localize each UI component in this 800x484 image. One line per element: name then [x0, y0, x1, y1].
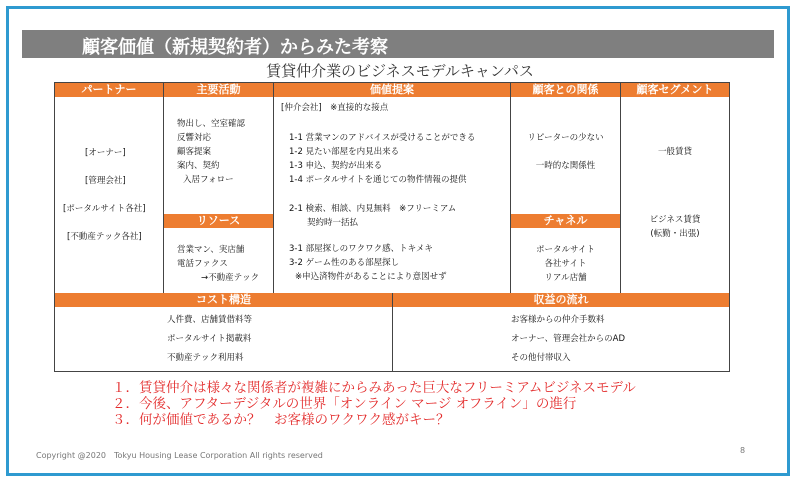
copyright-notice: Copyright @2020 Tokyu Housing Lease Corporation All rights reserved	[36, 451, 323, 460]
value-line: 3-1 部屋探しのワクワク感、トキメキ	[289, 244, 433, 254]
revenue-header: 収益の流れ	[393, 293, 729, 307]
key-takeaways	[112, 380, 636, 428]
relationship-item: 一時的な関係性	[535, 161, 596, 171]
activities-header: 主要活動	[164, 83, 273, 97]
value-line: 1-3 申込、契約が出来る	[289, 161, 383, 171]
page-title: 顧客価値（新規契約者）からみた考察	[82, 37, 388, 58]
segments-header: 顧客セグメント	[621, 83, 729, 97]
resources-header: リソース	[164, 214, 273, 228]
value-line: 1-4 ポータルサイトを通じての物件情報の提供	[289, 175, 467, 185]
title-bar	[22, 30, 774, 58]
divider	[620, 83, 621, 293]
activity-item: 顧客提案	[177, 147, 212, 157]
partner-item: [オーナー]	[85, 148, 126, 158]
partners-header: パートナー	[55, 83, 163, 97]
value-line: 契約時一括払	[307, 218, 359, 228]
partner-item: [ポータルサイト各社]	[63, 204, 146, 214]
channel-item: ポータルサイト	[536, 245, 595, 255]
activity-item: 物出し、空室確認	[177, 119, 246, 129]
cost-header: コスト構造	[55, 293, 392, 307]
divider	[273, 83, 274, 293]
page-number: 8	[740, 446, 746, 455]
value-header: 価値提案	[274, 83, 510, 97]
segment-item: 一般賃貸	[657, 147, 692, 157]
value-line: 1-2 見たい部屋を内見出来る	[289, 147, 400, 157]
business-model-canvas	[54, 82, 730, 372]
channels-header: チャネル	[511, 214, 620, 228]
cost-item: 人件費、店舗賃借料等	[167, 315, 253, 325]
revenue-item: その他付帯収入	[511, 353, 571, 363]
revenue-item: オーナー、管理会社からのAD	[511, 334, 626, 344]
value-line: [仲介会社] ※直接的な接点	[281, 103, 389, 113]
partner-item: [不動産テック各社]	[67, 232, 142, 242]
channel-item: リアル店舗	[544, 273, 587, 283]
segment-item: ビジネス賃貸	[649, 215, 701, 225]
value-line: 2-1 検索、相談、内見無料 ※フリーミアム	[289, 204, 457, 214]
value-line: 3-2 ゲーム性のある部屋探し	[289, 258, 400, 268]
revenue-item: お客様からの仲介手数料	[511, 315, 605, 325]
divider	[163, 83, 164, 293]
cost-item: ポータルサイト掲載料	[167, 334, 252, 344]
resource-item: 電話ファクス	[177, 259, 228, 269]
partner-item: [管理会社]	[85, 176, 126, 186]
note-line: １．賃貸仲介は様々な関係者が複雑にからみあった巨大なフリーミアムビジネスモデル	[112, 380, 636, 396]
note-line: ３．何が価値であるか？ お客様のワクワク感がキー？	[112, 412, 450, 428]
value-line: ※申込済物件があることにより意図せず	[295, 272, 447, 282]
canvas-subtitle: 賃貸仲介業のビジネスモデルキャンパス	[266, 62, 534, 80]
relationship-item: リピーターの少ない	[527, 133, 604, 143]
activity-item: 案内、契約	[177, 161, 220, 171]
cost-item: 不動産テック利用料	[167, 353, 244, 363]
value-line: 1-1 営業マンのアドバイスが受けることができる	[289, 133, 476, 143]
resource-item: →不動産テック	[201, 273, 260, 283]
channel-item: 各社サイト	[544, 259, 587, 269]
segment-item: (転勤・出張)	[650, 229, 700, 239]
resource-item: 営業マン、実店舗	[177, 245, 245, 255]
note-line: ２．今後、アフターデジタルの世界「オンライン マージ オフライン」の進行	[112, 396, 577, 412]
activity-item: 入居フォロー	[183, 175, 234, 185]
activity-item: 反響対応	[177, 133, 212, 143]
relationships-header: 顧客との関係	[511, 83, 620, 97]
